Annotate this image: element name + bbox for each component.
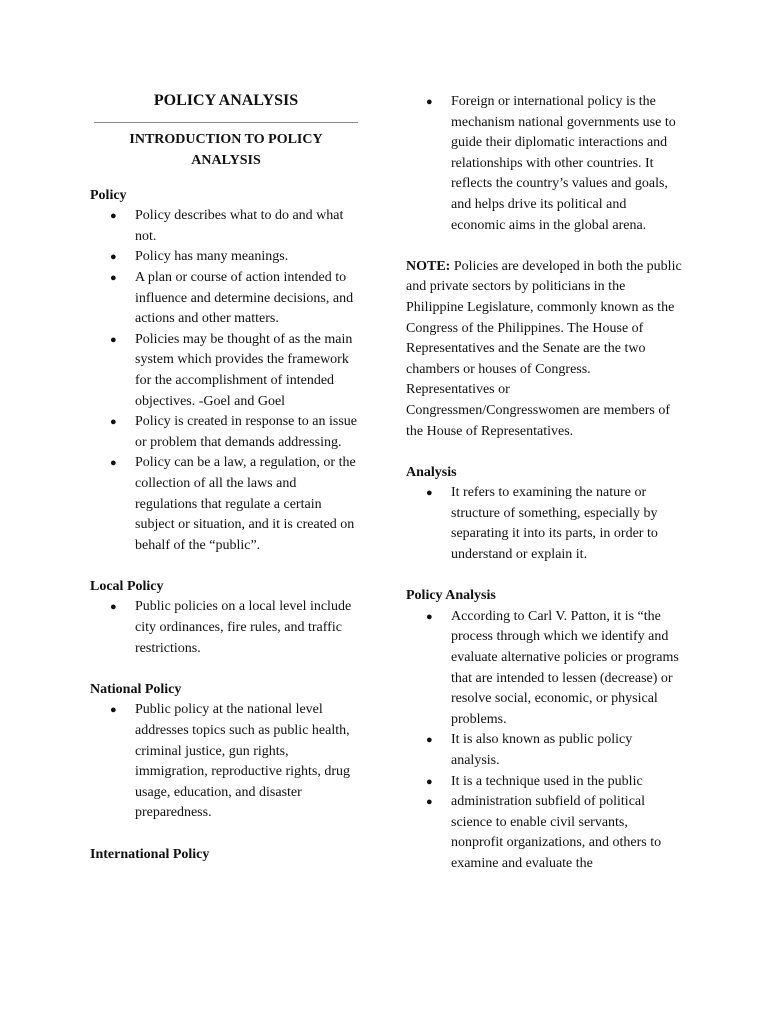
bullet-list bbox=[90, 700, 362, 824]
bullet-icon: ● bbox=[110, 457, 117, 470]
section-heading: Analysis bbox=[406, 464, 457, 480]
note-paragraph bbox=[406, 257, 682, 442]
note-text: Policies are developed in both the public and private sectors by politicians in the Philippine Legislature, commonly known as the Congress of the Philippines. The House of Representatives and the Senate are the two chambers or houses of Congress. Representatives or Congressmen/Congresswomen are members of the House of Representatives. bbox=[406, 258, 682, 439]
list-item: ● Public policy at the national level addresses topics such as public health, criminal justice, gun rights, immigration, reproductive rights, drug usage, education, and disaster preparedness. bbox=[110, 702, 351, 821]
bullet-icon: ● bbox=[110, 271, 117, 284]
note-label: NOTE: bbox=[406, 258, 451, 274]
section-international-policy-continued bbox=[406, 92, 682, 236]
bullet-icon: ● bbox=[426, 796, 433, 809]
bullet-icon: ● bbox=[426, 610, 433, 623]
list-item: ● According to Carl V. Patton, it is “the process through which we identify and evaluate alternative policies or programs that are intended to lessen (decrease) or resolve social, economic, or physical problems. bbox=[426, 608, 679, 727]
bullet-icon: ● bbox=[110, 251, 117, 264]
bullet-list bbox=[90, 206, 362, 556]
bullet-icon: ● bbox=[426, 487, 433, 500]
section-heading: National Policy bbox=[90, 681, 182, 697]
list-item: ● It refers to examining the nature or structure of something, especially by separating it into its parts, in order to understand or explain it. bbox=[426, 485, 658, 563]
bullet-icon: ● bbox=[110, 601, 117, 614]
bullet-list bbox=[406, 92, 682, 236]
section-analysis bbox=[406, 463, 682, 566]
section-international-policy bbox=[90, 845, 362, 866]
section-heading: International Policy bbox=[90, 846, 210, 862]
list-item: ● Foreign or international policy is the mechanism national governments use to guide their diplomatic interactions and relationships with other countries. It reflects the country’s values and goals, and helps drive its political and economic aims in the global arena. bbox=[426, 94, 676, 233]
bullet-icon: ● bbox=[110, 210, 117, 223]
list-item: ● Policy can be a law, a regulation, or the collection of all the laws and regulations that regulate a certain subject or situation, and it is created on behalf of the “public”. bbox=[110, 455, 356, 553]
title-divider bbox=[94, 122, 358, 123]
section-national-policy bbox=[90, 680, 362, 824]
bullet-icon: ● bbox=[110, 704, 117, 717]
bullet-icon: ● bbox=[110, 416, 117, 429]
bullet-icon: ● bbox=[426, 96, 433, 108]
left-column bbox=[90, 88, 362, 886]
list-item: ● Policy describes what to do and what not. bbox=[110, 208, 344, 244]
section-local-policy bbox=[90, 577, 362, 659]
document-title: POLICY ANALYSIS bbox=[153, 92, 299, 109]
section-policy bbox=[90, 186, 362, 557]
list-item: ● Policy is created in response to an issue or problem that demands addressing. bbox=[110, 414, 358, 450]
bullet-list bbox=[406, 483, 682, 565]
document-subtitle: INTRODUCTION TO POLICY ANALYSIS bbox=[129, 131, 323, 168]
section-heading: Policy bbox=[90, 187, 127, 203]
bullet-icon: ● bbox=[426, 775, 433, 788]
list-item: ● Policy has many meanings. bbox=[90, 247, 362, 268]
bullet-icon: ● bbox=[426, 734, 433, 747]
list-item: ● It is a technique used in the public bbox=[406, 772, 682, 793]
bullet-list bbox=[406, 607, 682, 875]
section-heading: Local Policy bbox=[90, 578, 164, 594]
list-item: ● It is also known as public policy analysis. bbox=[426, 732, 633, 768]
list-item: ● Public policies on a local level include city ordinances, fire rules, and traffic restrictions. bbox=[110, 599, 352, 656]
list-item: ● administration subfield of political science to enable civil servants, nonprofit organizations, and others to examine and evaluate the bbox=[426, 794, 662, 871]
bullet-icon: ● bbox=[110, 333, 117, 346]
list-item: ● A plan or course of action intended to influence and determine decisions, and actions and other matters. bbox=[110, 269, 354, 327]
section-heading: Policy Analysis bbox=[406, 588, 496, 604]
right-column bbox=[406, 92, 682, 895]
section-policy-analysis bbox=[406, 586, 682, 874]
list-item: ● Policies may be thought of as the main system which provides the framework for the accomplishment of intended objectives. -Goel and Goel bbox=[110, 331, 353, 409]
bullet-list bbox=[90, 597, 362, 659]
